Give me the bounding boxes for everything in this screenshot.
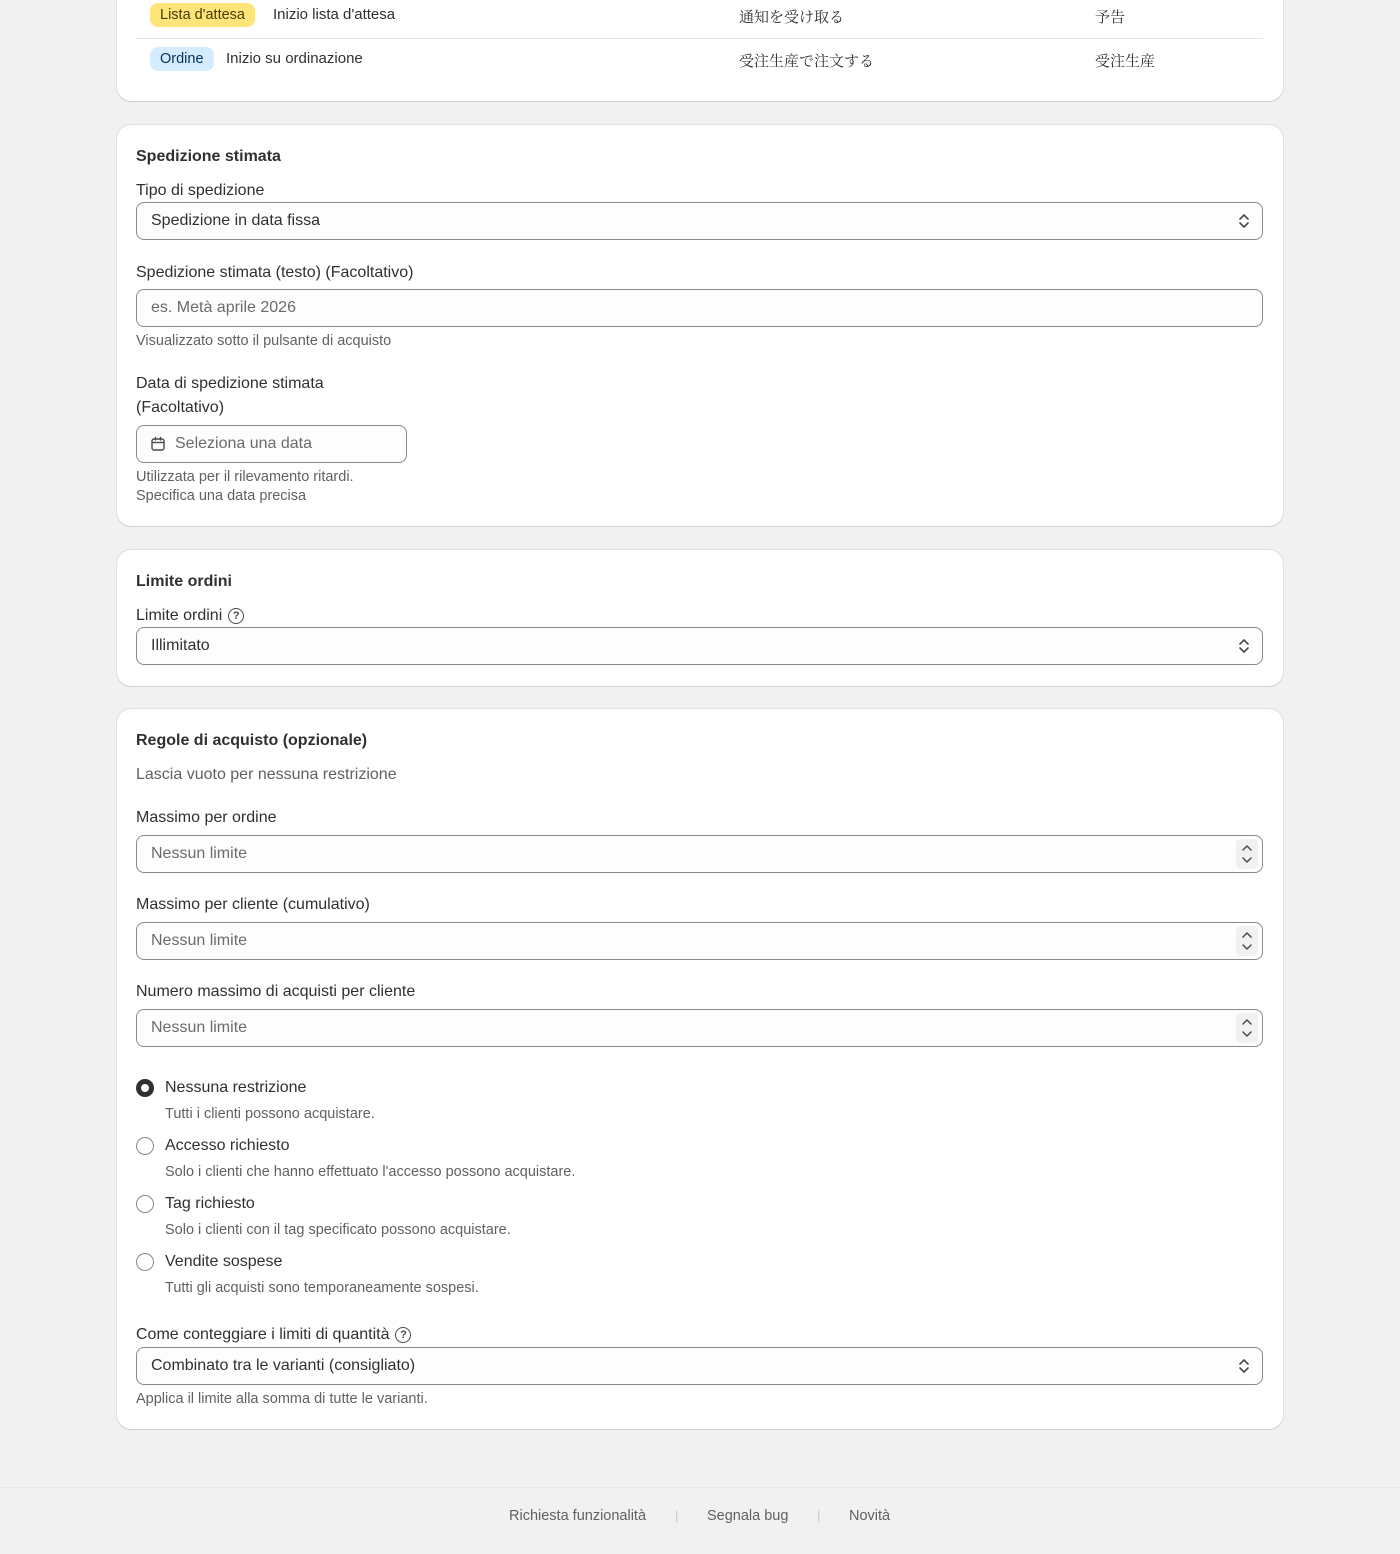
order-limit-title: Limite ordini — [136, 573, 232, 590]
stage-jp-label: 予告 — [1095, 9, 1126, 26]
footer-separator: | — [675, 1508, 679, 1523]
chevron-up-icon[interactable] — [1241, 930, 1253, 939]
chevron-down-icon[interactable] — [1241, 856, 1253, 865]
calendar-icon — [150, 436, 166, 452]
shipping-type-label: Tipo di spedizione — [136, 182, 265, 199]
order-limit-label-wrap — [136, 607, 244, 625]
max-order-input[interactable] — [136, 835, 1263, 873]
radio-login-required-label[interactable]: Accesso richiesto — [165, 1137, 290, 1154]
radio-tag-required-help: Solo i clienti con il tag specificato possono acquistare. — [165, 1222, 511, 1238]
number-stepper[interactable] — [1236, 926, 1258, 956]
footer — [0, 1487, 1400, 1554]
select-chevrons-icon — [1238, 638, 1250, 654]
stage-name: Inizio lista d'attesa — [273, 6, 396, 23]
count-label-wrap — [136, 1326, 411, 1344]
stage-jp-action: 通知を受け取る — [739, 9, 845, 26]
footer-separator: | — [817, 1508, 821, 1523]
shipping-text-placeholder: es. Metà aprile 2026 — [151, 299, 296, 316]
radio-no-restriction-label[interactable]: Nessuna restrizione — [165, 1079, 307, 1096]
status-badge-order: Ordine — [150, 47, 214, 71]
purchase-rules-card — [117, 709, 1283, 1429]
radio-login-required-help: Solo i clienti che hanno effettuato l'accesso possono acquistare. — [165, 1164, 576, 1180]
footer-link-report-bug[interactable]: Segnala bug — [707, 1508, 789, 1524]
shipping-type-select[interactable] — [136, 202, 1263, 240]
number-stepper[interactable] — [1236, 839, 1258, 869]
max-purchases-placeholder: Nessun limite — [151, 1019, 248, 1036]
shipping-text-label: Spedizione stimata (testo) (Facoltativo) — [136, 264, 414, 281]
max-customer-label: Massimo per cliente (cumulativo) — [136, 896, 370, 913]
table-row — [136, 39, 1263, 81]
shipping-title: Spedizione stimata — [136, 148, 281, 165]
shipping-date-placeholder: Seleziona una data — [175, 435, 312, 452]
count-mode-help: Applica il limite alla somma di tutte le varianti. — [136, 1391, 428, 1407]
shipping-date-picker[interactable] — [136, 425, 407, 463]
radio-sales-suspended[interactable] — [136, 1253, 154, 1271]
chevron-up-icon[interactable] — [1241, 1017, 1253, 1026]
max-purchases-input[interactable] — [136, 1009, 1263, 1047]
rules-title: Regole di acquisto (opzionale) — [136, 732, 368, 749]
shipping-date-label: Data di spedizione stimata — [136, 375, 324, 392]
chevron-up-icon[interactable] — [1241, 843, 1253, 852]
shipping-date-help-2: Specifica una data precisa — [136, 488, 307, 504]
footer-link-feature-request[interactable]: Richiesta funzionalità — [509, 1508, 647, 1524]
radio-no-restriction-help: Tutti i clienti possono acquistare. — [165, 1106, 375, 1122]
number-stepper[interactable] — [1236, 1013, 1258, 1043]
order-limit-value: Illimitato — [151, 637, 210, 654]
chevron-down-icon[interactable] — [1241, 1030, 1253, 1039]
select-chevrons-icon — [1238, 1358, 1250, 1374]
count-mode-value: Combinato tra le varianti (consigliato) — [151, 1357, 416, 1374]
shipping-text-input[interactable] — [136, 289, 1263, 327]
max-order-placeholder: Nessun limite — [151, 845, 248, 862]
max-customer-input[interactable] — [136, 922, 1263, 960]
order-limit-card — [117, 550, 1283, 686]
order-limit-label: Limite ordini — [136, 607, 223, 624]
max-order-label: Massimo per ordine — [136, 809, 277, 826]
radio-sales-suspended-help: Tutti gli acquisti sono temporaneamente sospesi. — [165, 1280, 479, 1296]
status-badge-waitlist: Lista d'attesa — [150, 3, 255, 27]
help-icon[interactable]: ? — [395, 1327, 411, 1343]
radio-tag-required[interactable] — [136, 1195, 154, 1213]
order-limit-select[interactable] — [136, 627, 1263, 665]
rules-subtitle: Lascia vuoto per nessuna restrizione — [136, 766, 397, 783]
help-icon[interactable]: ? — [228, 608, 244, 624]
count-label: Come conteggiare i limiti di quantità — [136, 1326, 390, 1343]
radio-tag-required-label[interactable]: Tag richiesto — [165, 1195, 255, 1212]
footer-link-whats-new[interactable]: Novità — [849, 1508, 891, 1524]
shipping-card — [117, 125, 1283, 526]
count-mode-select[interactable] — [136, 1347, 1263, 1385]
stage-name: Inizio su ordinazione — [226, 50, 363, 67]
shipping-text-help: Visualizzato sotto il pulsante di acquisto — [136, 333, 392, 349]
shipping-date-label-optional: (Facoltativo) — [136, 399, 225, 416]
chevron-down-icon[interactable] — [1241, 943, 1253, 952]
radio-sales-suspended-label[interactable]: Vendite sospese — [165, 1253, 283, 1270]
max-customer-placeholder: Nessun limite — [151, 932, 248, 949]
shipping-type-value: Spedizione in data fissa — [151, 212, 320, 229]
stage-jp-action: 受注生産で注文する — [739, 53, 875, 70]
shipping-date-help: Utilizzata per il rilevamento ritardi. — [136, 469, 354, 485]
radio-login-required[interactable] — [136, 1137, 154, 1155]
max-purchases-label: Numero massimo di acquisti per cliente — [136, 983, 416, 1000]
select-chevrons-icon — [1238, 213, 1250, 229]
radio-no-restriction[interactable] — [136, 1079, 154, 1097]
stages-card — [117, 0, 1283, 101]
table-row — [136, 0, 1263, 39]
stage-jp-label: 受注生産 — [1095, 53, 1156, 70]
